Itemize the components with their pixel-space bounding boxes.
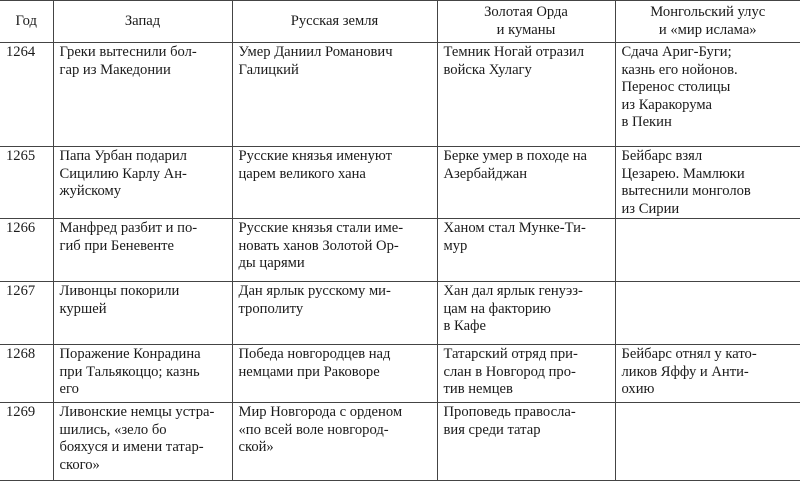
- year-cell: 1266: [0, 219, 53, 282]
- horde-cell: Темник Ногай отразил войска Хулагу: [437, 43, 615, 147]
- mongol-cell: Бейбарс взял Цезарею. Мамлюки вытеснили монголов из Сирии: [615, 147, 800, 219]
- table-row: [0, 219, 800, 282]
- west-cell: Поражение Конрадина при Тальякоццо; казнь его: [53, 345, 232, 403]
- rus-cell: Русские князья стали име- новать ханов Золотой Ор- ды царями: [232, 219, 437, 282]
- table-row: [0, 345, 800, 403]
- horde-cell: Берке умер в походе на Азербайджан: [437, 147, 615, 219]
- rus-cell: Русские князья именуют царем великого хана: [232, 147, 437, 219]
- mongol-cell: Сдача Ариг-Буги; казнь его нойонов. Перенос столицы из Каракорума в Пекин: [615, 43, 800, 147]
- header-horde: Золотая Орда и куманы: [437, 1, 615, 43]
- rus-cell: Умер Даниил Романович Галицкий: [232, 43, 437, 147]
- rus-cell: Победа новгородцев над немцами при Раковоре: [232, 345, 437, 403]
- horde-cell: Хан дал ярлык генуэз- цам на факторию в Кафе: [437, 282, 615, 345]
- horde-cell: Ханом стал Мунке-Ти- мур: [437, 219, 615, 282]
- table-row: [0, 147, 800, 219]
- header-year: Год: [0, 1, 53, 43]
- year-cell: 1265: [0, 147, 53, 219]
- table-row: [0, 43, 800, 147]
- table-row: [0, 403, 800, 481]
- mongol-cell: Бейбарс отнял у като- ликов Яффу и Анти- охию: [615, 345, 800, 403]
- mongol-cell: [615, 282, 800, 345]
- west-cell: Ливонцы покорили куршей: [53, 282, 232, 345]
- mongol-cell: [615, 403, 800, 481]
- rus-cell: Мир Новгорода с орденом «по всей воле новгород- ской»: [232, 403, 437, 481]
- table-row: [0, 282, 800, 345]
- west-cell: Папа Урбан подарил Сицилию Карлу Ан- жуйскому: [53, 147, 232, 219]
- mongol-cell: [615, 219, 800, 282]
- year-cell: 1268: [0, 345, 53, 403]
- header-mongol: Монгольский улус и «мир ислама»: [615, 1, 800, 43]
- header-rus: Русская земля: [232, 1, 437, 43]
- rus-cell: Дан ярлык русскому ми- трополиту: [232, 282, 437, 345]
- year-cell: 1267: [0, 282, 53, 345]
- year-cell: 1264: [0, 43, 53, 147]
- west-cell: Манфред разбит и по- гиб при Беневенте: [53, 219, 232, 282]
- horde-cell: Проповедь правосла- вия среди татар: [437, 403, 615, 481]
- west-cell: Греки вытеснили бол- гар из Македонии: [53, 43, 232, 147]
- west-cell: Ливонские немцы устра- шились, «зело бо бояхуся и имени татар- ского»: [53, 403, 232, 481]
- year-cell: 1269: [0, 403, 53, 481]
- horde-cell: Татарский отряд при- слан в Новгород про- тив немцев: [437, 345, 615, 403]
- header-row: [0, 1, 800, 43]
- header-west: Запад: [53, 1, 232, 43]
